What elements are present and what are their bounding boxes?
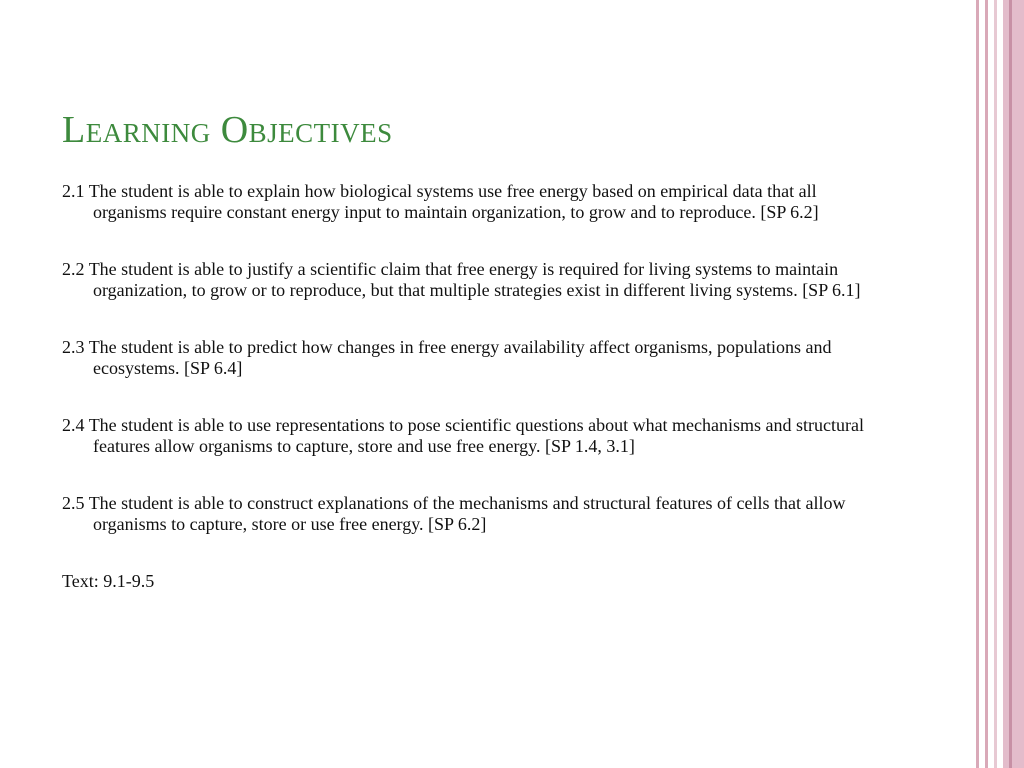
- objective-text: The student is able to justify a scientific claim that free energy is required for living systems to maintain organization, to grow or to reproduce, but that multiple strategies exist in different living systems. [SP 6.1]: [88, 259, 861, 300]
- objective-number: 2.3: [62, 337, 85, 357]
- objective-item: [62, 259, 882, 300]
- slide-title: Learning Objectives: [62, 109, 393, 151]
- objective-item: [62, 493, 882, 534]
- border-stripe: [1003, 0, 1024, 768]
- decorative-right-border: [976, 0, 1024, 768]
- objective-number: 2.5: [62, 493, 85, 513]
- border-stripe: [985, 0, 988, 768]
- border-stripe: [994, 0, 997, 768]
- objective-number: 2.4: [62, 415, 85, 435]
- objective-text: The student is able to explain how biological systems use free energy based on empirical data that all organisms require constant energy input to maintain organization, to grow and to reproduce. [SP 6.2]: [88, 181, 819, 222]
- objective-item: [62, 181, 882, 222]
- objective-number: 2.2: [62, 259, 85, 279]
- objective-text: The student is able to use representations to pose scientific questions about what mechanisms and structural features allow organisms to capture, store and use free energy. [SP 1.4, 3.1]: [88, 415, 864, 456]
- objective-number: 2.1: [62, 181, 85, 201]
- border-stripe: [976, 0, 979, 768]
- border-stripe: [1009, 0, 1012, 768]
- objective-item: [62, 337, 882, 378]
- text-reference: Text: 9.1-9.5: [62, 571, 155, 591]
- slide-body: [62, 181, 882, 592]
- objective-text: The student is able to construct explanations of the mechanisms and structural features of cells that allow organisms to capture, store or use free energy. [SP 6.2]: [88, 493, 846, 534]
- objective-item: [62, 415, 882, 456]
- objective-text: The student is able to predict how changes in free energy availability affect organisms, populations and ecosystems. [SP 6.4]: [88, 337, 832, 378]
